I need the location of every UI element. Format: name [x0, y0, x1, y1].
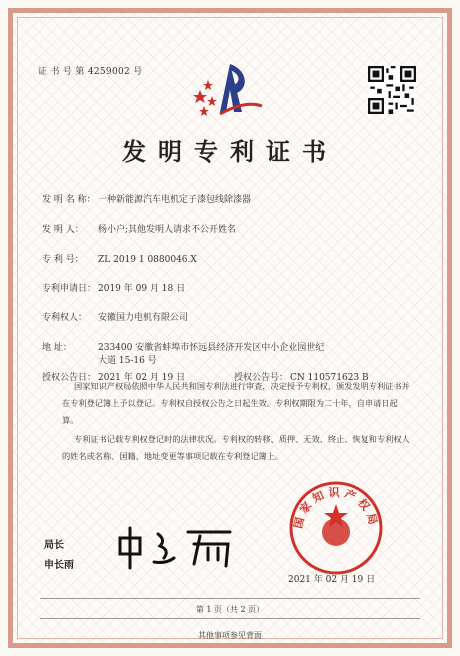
director-name: 申长雨 — [44, 560, 74, 571]
cnipa-logo-icon — [190, 60, 270, 116]
certificate-number: 证 书 号 第 4259002 号 — [38, 67, 143, 77]
field-patentee: 专利权人： 安徽国力电机有限公司 — [42, 313, 189, 323]
divider-bottom — [40, 618, 420, 619]
handwritten-signature — [110, 524, 240, 570]
back-note: 其他事项参见背面 — [198, 631, 262, 640]
field-address: 地 址： 233400 安徽省蚌埠市怀远县经济开发区中小企业园世纪 — [42, 343, 325, 353]
statement-paragraph-1: 国家知识产权局依照中华人民共和国专利法进行审查，决定授予专利权，颁发发明专利证书并在专利登记簿上予以登记。专利权自授权公告之日起生效。专利权期限为二十年，自申请日起算。 — [62, 381, 410, 425]
certificate-title: 发明专利证书 — [122, 137, 338, 166]
page-indicator: 第 1 页（共 2 页） — [195, 605, 265, 614]
field-address-line2: 大道 15-16 号 — [98, 356, 157, 366]
field-application-date: 专利申请日： 2019 年 09 月 18 日 — [42, 284, 186, 294]
field-patent-number: 专 利 号： ZL 2019 1 0880046.X — [42, 255, 197, 265]
field-invention-name: 发 明 名 称： 一种新能源汽车电机定子漆包线除漆器 — [42, 195, 252, 205]
field-grant-number: 授权公告号： CN 110571623 B — [234, 373, 369, 383]
official-seal-icon — [288, 480, 384, 576]
seal-text: 国家知识产权局 — [291, 486, 381, 530]
divider-top — [40, 598, 420, 599]
director-title: 局长 — [44, 540, 64, 551]
field-grant-date: 授权公告日： 2021 年 02 月 19 日 — [42, 373, 186, 383]
seal-date: 2021 年 02 月 19 日 — [288, 575, 376, 585]
field-inventor: 发 明 人： 杨小户;其他发明人请求不公开姓名 — [42, 225, 237, 235]
qr-code-icon — [368, 66, 416, 114]
statement-paragraph-2: 专利证书记载专利权登记时的法律状况。专利权的转移、质押、无效、终止、恢复和专利权人的姓名或名称、国籍、地址变更等事项记载在专利登记簿上。 — [62, 434, 410, 461]
